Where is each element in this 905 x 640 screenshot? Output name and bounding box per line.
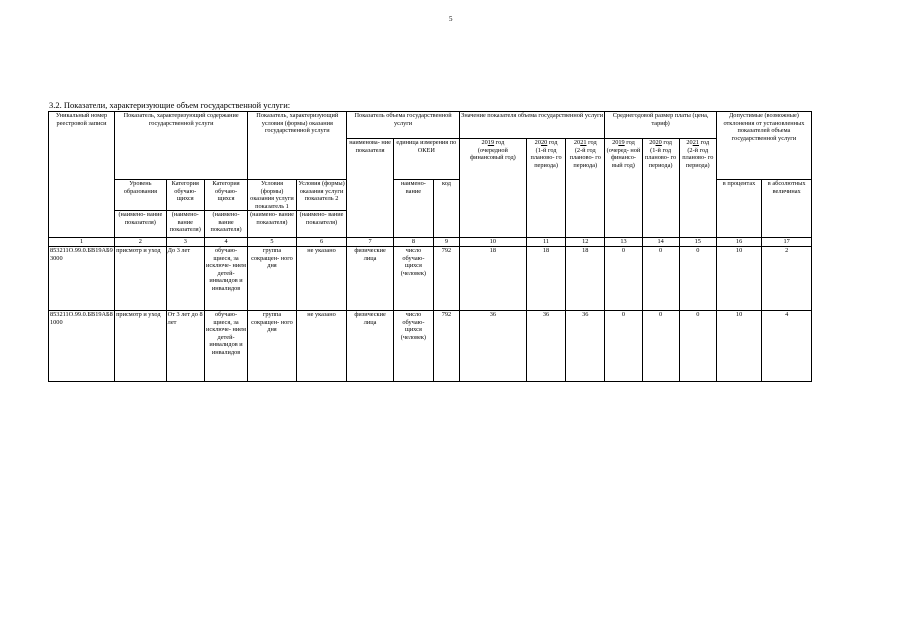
table-row [49, 247, 812, 311]
cell-indicator-name: физические лица [347, 311, 393, 382]
header-percent: в процентах [716, 180, 761, 238]
header-volume-value: Значение показателя объема государственной услуги [459, 112, 605, 139]
header-content-indicator: Показатель, характеризующий содержание государственной услуги [115, 112, 248, 180]
cell-id: 853211О.99.0.БВ19АБ81000 [49, 311, 115, 382]
cell-unit-name: число обучаю- щихся (человек) [393, 247, 433, 311]
cell-value-2019: 18 [459, 247, 526, 311]
column-number: 1 [49, 238, 115, 247]
cell-condition-1: группа сокращен- ного дня [248, 247, 297, 311]
cell-category-1: До 3 лет [166, 247, 204, 311]
cell-unit-name: число обучаю- щихся (человек) [393, 311, 433, 382]
cell-value-2021: 36 [566, 311, 605, 382]
header-unit-okei: единица измерения по ОКЕИ [393, 139, 459, 180]
cell-value-2021: 18 [566, 247, 605, 311]
cell-deviation-absolute: 4 [762, 311, 812, 382]
column-number: 13 [605, 238, 642, 247]
cell-deviation-absolute: 2 [762, 247, 812, 311]
column-number: 4 [204, 238, 247, 247]
header-name-note-4: (наимено- вание показателя) [248, 211, 297, 238]
cell-indicator-name: физические лица [347, 247, 393, 311]
cell-unit-code: 792 [434, 247, 460, 311]
header-year-2020: 2020 год (1-й год планово- го периода) [526, 139, 565, 238]
header-absolute: в абсолютных величинах [762, 180, 812, 238]
column-number: 11 [526, 238, 565, 247]
column-number: 2 [115, 238, 167, 247]
cell-value-2019: 36 [459, 311, 526, 382]
table-row [49, 311, 812, 382]
column-number: 17 [762, 238, 812, 247]
header-category-2: Категория обучаю- щихся [204, 180, 247, 211]
column-number: 6 [296, 238, 347, 247]
cell-deviation-percent: 10 [716, 247, 761, 311]
column-number: 16 [716, 238, 761, 247]
header-condition-2: Условия (формы) оказания услуги показатель 2 [296, 180, 347, 211]
cell-fee-2020: 0 [642, 311, 679, 382]
column-number: 15 [679, 238, 716, 247]
cell-value-2020: 18 [526, 247, 565, 311]
header-year-2021: 2021 год (2-й год планово- го периода) [566, 139, 605, 238]
header-conditions-indicator: Показатель, характеризующий условия (формы) оказания государственной услуги [248, 112, 347, 180]
section-title: 3.2. Показатели, характеризующие объем государственной услуги: [49, 100, 291, 110]
cell-unit-code: 792 [434, 311, 460, 382]
cell-fee-2021: 0 [679, 311, 716, 382]
header-name-note-5: (наимено- вание показателя) [296, 211, 347, 238]
cell-level: присмотр и уход [115, 247, 167, 311]
header-fee-2019: 2019 год (очеред- ной финансо- вый год) [605, 139, 642, 238]
column-number: 5 [248, 238, 297, 247]
header-unique-number: Уникальный номер реестровой записи [49, 112, 115, 238]
header-category-1: Категория обучаю- щихся [166, 180, 204, 211]
cell-condition-1: группа сокращен- ного дня [248, 311, 297, 382]
cell-fee-2019: 0 [605, 247, 642, 311]
cell-deviation-percent: 10 [716, 311, 761, 382]
column-number: 8 [393, 238, 433, 247]
cell-category-2: обучаю- щиеся, за исключе- нием детей- инвалидов и инвалидов [204, 247, 247, 311]
header-name-note-1: (наимено- вание показателя) [115, 211, 167, 238]
header-level: Уровень образования [115, 180, 167, 211]
header-fee-2020: 2020 год (1-й год планово- го периода) [642, 139, 679, 238]
header-avg-fee: Среднегодовой размер платы (цена, тариф) [605, 112, 716, 139]
cell-fee-2020: 0 [642, 247, 679, 311]
cell-category-2: обучаю- щиеся, за исключе- нием детей- инвалидов и инвалидов [204, 311, 247, 382]
cell-condition-2: не указано [296, 247, 347, 311]
column-number: 7 [347, 238, 393, 247]
header-year-2019: 2019 год (очередной финансовый год) [459, 139, 526, 238]
header-unit-name: наимено- вание [393, 180, 433, 238]
volume-indicators-table [48, 111, 812, 382]
cell-fee-2019: 0 [605, 311, 642, 382]
page-number: 5 [449, 15, 453, 23]
cell-category-1: От 3 лет до 8 лет [166, 311, 204, 382]
header-condition-1: Условия (формы) оказания услуги показатель 1 [248, 180, 297, 211]
cell-level: присмотр и уход [115, 311, 167, 382]
column-number: 14 [642, 238, 679, 247]
header-unit-code: код [434, 180, 460, 238]
cell-value-2020: 36 [526, 311, 565, 382]
header-deviation: Допустимые (возможные) отклонения от установленных показателей объема государственной услуги [716, 112, 811, 180]
column-number: 12 [566, 238, 605, 247]
column-number: 9 [434, 238, 460, 247]
column-number: 10 [459, 238, 526, 247]
header-name-note-2: (наимено- вание показателя) [166, 211, 204, 238]
header-indicator-name: наименова- ние показателя [347, 139, 393, 238]
cell-condition-2: не указано [296, 311, 347, 382]
column-number: 3 [166, 238, 204, 247]
cell-fee-2021: 0 [679, 247, 716, 311]
header-volume-indicator: Показатель объема государственной услуги [347, 112, 460, 139]
column-numbers-row [49, 238, 812, 247]
cell-id: 853211О.99.0.БВ19АБ93000 [49, 247, 115, 311]
header-name-note-3: (наимено- вание показателя) [204, 211, 247, 238]
header-fee-2021: 2021 год (2-й год планово- го периода) [679, 139, 716, 238]
